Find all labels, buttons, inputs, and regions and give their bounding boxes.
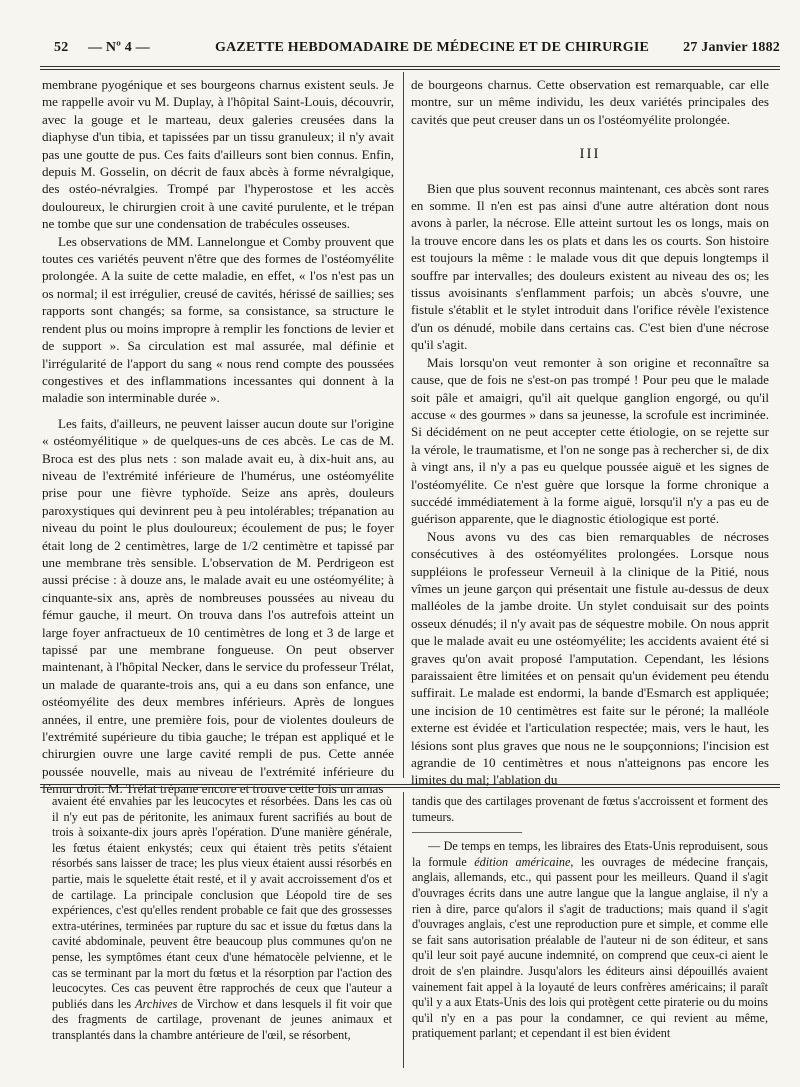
column-right-top [411,76,769,788]
paragraph: de bourgeons charnus. Cette observation est remarquable, car elle montre, sur un même individu, les deux variétés principales des cavités que peut creuser dans un os l'ostéomyélite prolongée. [411,77,769,127]
section-rule-double [40,787,780,788]
paragraph [412,839,768,1042]
paragraph: Mais lorsqu'on veut remonter à son origine et reconnaître sa cause, que de fois ne s'est-on pas trompé ! Pour peu que le malade soit pâle et amaigri, qu'il ait quelque ganglion engorgé, ou qu'il accuse « des gourmes » dans sa jeunesse, la scrofule est incriminée. Si décidément on ne peut accepter cette étiologie, on se rejette sur la vérole, le traumatisme, et l'on ne songe pas à rechercher si, de dix à vingt ans, il n'y a pas eu quelque poussée aiguë et les signes de l'ostéomyélite. Ce n'est guère que lorsque la forme chronique a succédé immédiatement à la forme aiguë, lorsqu'il n'y a pas eu de guérison apparente, que le diagnostic étiologique est porté. [411,354,769,527]
section-number: III [579,146,601,163]
paragraph: Bien que plus souvent reconnus maintenant, ces abcès sont rares en somme. Il n'en est pas ainsi d'une autre altération dont nous avons à parler, la nécrose. Elle atteint surtout les os longs, mais on la trouve encore dans les os plats et dans les os courts. Son histoire est toujours la même : le malade vous dit que depuis longtemps il souffre par intervalles; des douleurs existent au niveau des os; les tissus avoisinants s'enflamment parfois; un abcès s'ouvre, une fistule s'établit et le stylet introduit dans l'orifice révèle l'existence d'un os dénudé, mobile dans certains cas. C'est bien d'une nécrose qu'il s'agit. [411,180,769,353]
column-divider [403,72,404,778]
column-left-bottom [52,794,392,1066]
issue-number: — Nº 4 — [88,40,150,55]
paragraph: Nous avons vu des cas bien remarquables de nécroses consécutives à des ostéomyélites prolongées. Lorsque nous suppléions le professeur Verneuil à la clinique de la Pitié, nous vîmes un jeune garçon qui présentait une fistule au-dessus de deux malléoles de la jambe droite. Un stylet conduisait sur des points osseux dénudés; il n'y avait pas de séquestre mobile. On nous apprit que le malade avait eu une ostéomyélite; les accidents avaient été si graves qu'on avait proposé l'amputation. Cependant, les lésions paraissaient être limitées et on pensait qu'un évidement peu étendu suffirait. Le malade est endormi, la bande d'Esmarch est appliquée; une incision de 10 centimètres est faite sur le péroné; la malléole externe est évidée et l'articulation respectée; mais, vers le haut, les lésions sont plus graves que nous ne le soupçonnions; l'incision est agrandie de 10 centimètres et nous n'atteignons pas encore les limites du mal; l'ablation du [411,528,769,788]
separator-rule [412,825,768,839]
paragraph-text: — De temps en temps, les libraires des Etats-Unis reproduisent, sous la formule [412,839,768,869]
issue-date: 27 Janvier 1882 [683,40,780,55]
paragraph-text: de Virchow et dans lesquels il fit voir que des fragments de cartilage, provenant de jeunes animaux et transplantés dans la chambre antérieure de l'œil, se résorbent, [52,996,392,1042]
journal-title: GAZETTE HEBDOMADAIRE DE MÉDECINE ET DE CHIRURGIE [215,40,650,55]
paragraph: Les faits, d'ailleurs, ne peuvent laisser aucun doute sur l'origine « ostéomyélitique » de quelques-uns de ces abcès. Le cas de M. Broca est des plus nets : son malade avait eu, à dix-huit ans, au niveau de l'extrémité inférieure de l'humérus, une ostéomyélite prise pour une fièvre typhoïde. Seize ans après, douleurs paroxystiques qui devinrent peu à peu intolérables; trépanation au niveau du point le plus douloureux; écoulement de pus; le foyer était long de 2 centimètres, large de 1/2 centimètre et tapissé par une membrane très sensible. L'observation de M. Perdrigeon est aussi précise : à douze ans, le malade avait eu une ostéomyélite; à cinquante-six ans, après de nombreuses poussées au niveau du fémur gauche, il meurt. On trouva dans l'os autrefois atteint un large foyer anfractueux de 10 centimètres de long et 3 de large et tapissé par une membrane fongueuse. On peut observer maintenant, à l'hôpital Necker, dans le service du professeur Trélat, un malade de quarante-trois ans, qui a eu dans son enfance, une ostéomyélite des deux membres inférieurs. Après de longues années, il entre, une première fois, pour de violentes douleurs de l'extrémité supérieure du tibia gauche; le trépan est appliqué et le chirurgien ouvre une large cavité rempli de pus. Cette année poussée nouvelle, mais au niveau de l'extrémité inférieure du fémur droit. M. Trélat trépane encore et trouve cette fois un amas [42,415,394,797]
journal-name: Archives [135,996,178,1011]
column-divider [403,792,404,1068]
paragraph: Les observations de MM. Lannelongue et Comby prouvent que toutes ces variétés peuvent n'être que des formes de l'ostéomyélite prolongée. A la suite de cette maladie, en effet, « l'os n'est pas un os normal; il est irrégulier, creusé de cavités, hérissé de saillies; ses rapports sont changés; sa forme, sa consistance, sa structure le rendent plus ou moins impropre à remplir les fonctions de levier et de support ». Sa circulation est mal assurée, mal définie et l'irrégularité de l'apport du sang « nous rend compte des poussées congestives et des inflammations incessantes qui donnent à la maladie son interminable durée ». [42,233,394,406]
paragraph: membrane pyogénique et ses bourgeons charnus existent seuls. Je me rappelle avoir vu M. Duplay, à l'hôpital Saint-Louis, découvrir, avec la gouge et le marteau, deux galeries creusées dans la diaphyse d'un tibia, et tapissées par un tissu granuleux; il n'y avait pas une goutte de pus. Ces faits d'ailleurs sont bien connus. Enfin, depuis M. Gosselin, on décrit de faux abcès à forme névralgique, des ostéo-névralgies. Trompé par l'hyperostose et les accès douloureux, le chirurgien croit à une cavité purulente, et le trépan ne tombe que sur une condensation de trabécules osseuses. [42,77,394,232]
header-rule-double [40,69,780,70]
paragraph [52,794,392,1044]
italic-phrase: édition américaine [474,854,571,869]
column-right-bottom [412,794,768,1066]
header-rule [40,66,780,67]
paragraph: tandis que des cartilages provenant de fœtus s'accroissent et forment des tumeurs. [412,794,768,824]
running-header [40,40,780,64]
section-rule [40,784,780,785]
page-number: 52 [54,40,69,55]
column-left-top [42,76,394,797]
paragraph-text: , les ouvrages de médecine français, anglais, allemands, etc., qui passent pour les meilleurs. Quand il s'agit d'ouvrages écrits dans une autre langue que la langue anglaise, il n'y a rien à dire, parce qu'alors il s'agit de traductions; mais quand il s'agit d'ouvrages anglais, c'est une reproduction pure et simple, et comme elle se fait sans autorisation préalable de l'auteur ni de son éditeur, et sans qu'il leur soit payé aucune indemnité, on comprend que ceux-ci aient le droit de s'en plaindre. Jusqu'alors les éditeurs ainsi dépouillés avaient vainement fait appel à la loyauté de leurs confrères américains; il paraît qu'il y a aux Etats-Unis des lois qui protègent cette piraterie ou du moins qu'il n'y en a pas pour la condamner, ce qui revient au même, pratiquement parlant; et cependant il est bien évident [412,854,768,1041]
paragraph-text: avaient été envahies par les leucocytes et résorbées. Dans les cas où il n'y eut pas de péritonite, les animaux furent sacrifiés au bout de trois à soixante-dix jours après l'opération. D'une manière générale, les fœtus étaient enkystés; ceux qui étaient très petits s'étaient résorbés sans laisser de trace; les plus vieux étaient aussi résorbés en partie, mais le squelette était resté, et il y avait accroissement d'os et de cartilage. La principale conclusion que Léopold tire de ses expériences, c'est qu'elles rendent probable ce fait que des grossesses extra-utérines, terminées par rupture du sac et issue du fœtus dans la cavité abdominale, peuvent être beaucoup plus communes qu'on ne pense, les symptômes étant ceux d'une hématocèle pelvienne, et le cas se terminant par la mort du fœtus et la résorption par l'action des leucocytes. Ces cas peuvent être rapprochés de ceux que l'auteur a publiés dans les [52,794,392,1011]
